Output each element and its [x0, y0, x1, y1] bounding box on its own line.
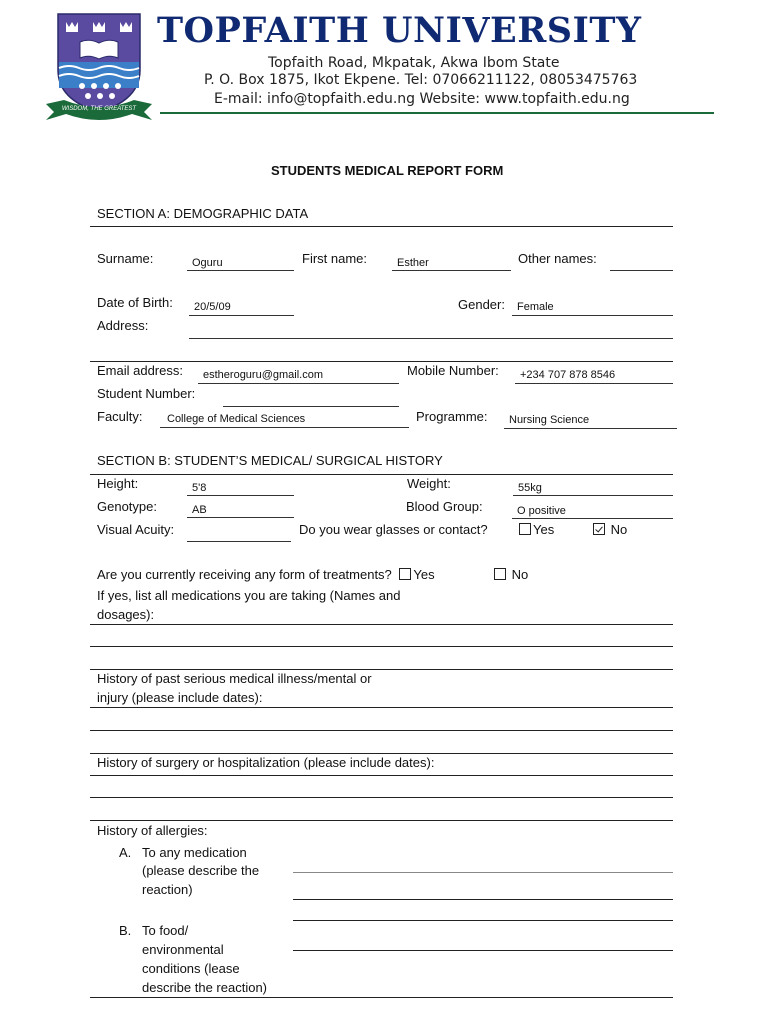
surgery-line-1[interactable]	[90, 775, 673, 776]
surname-underline	[187, 270, 294, 271]
surgery-label: History of surgery or hospitalization (please include dates):	[97, 755, 435, 770]
email-underline	[198, 383, 399, 384]
allergy-a-answer-line-2[interactable]	[293, 899, 673, 900]
firstname-field[interactable]: Esther	[397, 257, 429, 269]
allergy-a-letter: A.	[119, 845, 132, 860]
gender-underline	[512, 315, 673, 316]
allergy-b-answer-line-2[interactable]	[90, 997, 673, 998]
illness-line-1[interactable]	[90, 707, 673, 708]
programme-label: Programme:	[416, 409, 488, 424]
allergy-b-answer-line-1[interactable]	[293, 950, 673, 951]
student-number-label: Student Number:	[97, 386, 196, 401]
address-rule	[90, 361, 673, 362]
section-b-heading: SECTION B: STUDENT’S MEDICAL/ SURGICAL HISTORY	[97, 453, 443, 468]
allergy-b-line2: environmental	[142, 942, 224, 957]
surgery-line-2[interactable]	[90, 797, 673, 798]
height-label: Height:	[97, 476, 139, 491]
illness-label-line1: History of past serious medical illness/mental or	[97, 671, 372, 686]
address-label: Address:	[97, 318, 149, 333]
allergy-a-line1: To any medication	[142, 845, 247, 860]
dob-label: Date of Birth:	[97, 295, 173, 310]
address-underline	[189, 338, 673, 339]
glasses-no-checkbox[interactable]	[593, 523, 605, 535]
medications-label-line1: If yes, list all medications you are taking (Names and	[97, 588, 401, 603]
treatment-no-label: No	[511, 567, 529, 582]
othernames-underline	[610, 270, 673, 271]
height-field[interactable]: 5'8	[192, 482, 207, 494]
surgery-line-3[interactable]	[90, 820, 673, 821]
section-a-rule	[90, 226, 673, 227]
treatment-yes-checkbox[interactable]	[399, 568, 411, 580]
programme-field[interactable]: Nursing Science	[509, 414, 590, 426]
genotype-underline	[187, 517, 294, 518]
allergy-b-line3: conditions (lease	[142, 961, 240, 976]
glasses-yes-checkbox[interactable]	[519, 523, 531, 535]
surname-label: Surname:	[97, 251, 154, 266]
treatment-question	[97, 567, 435, 582]
section-b-rule	[90, 474, 673, 475]
weight-field[interactable]: 55kg	[518, 482, 542, 494]
university-po-box: P. O. Box 1875, Ikot Ekpene. Tel: 07066211122, 08053475763	[204, 72, 638, 88]
allergy-a-answer-line-3[interactable]	[293, 920, 673, 921]
surname-field[interactable]: Oguru	[192, 257, 223, 269]
student-number-underline	[223, 406, 399, 407]
faculty-label: Faculty:	[97, 409, 143, 424]
illness-line-3[interactable]	[90, 753, 673, 754]
university-address: Topfaith Road, Mkpatak, Akwa Ibom State	[268, 55, 560, 71]
glasses-question: Do you wear glasses or contact?	[299, 522, 488, 537]
motto: WISDOM, THE GREATEST	[61, 106, 137, 112]
mobile-label: Mobile Number:	[407, 363, 499, 378]
genotype-field[interactable]: AB	[192, 504, 207, 516]
illness-line-2[interactable]	[90, 730, 673, 731]
genotype-label: Genotype:	[97, 499, 157, 514]
section-a-heading: SECTION A: DEMOGRAPHIC DATA	[97, 206, 309, 221]
treatment-question-text: Are you currently receiving any form of treatments?	[97, 567, 392, 582]
mobile-field[interactable]: +234 707 878 8546	[520, 369, 616, 381]
blood-group-underline	[512, 518, 673, 519]
university-contact: E-mail: info@topfaith.edu.ng Website: www.topfaith.edu.ng	[214, 91, 630, 107]
weight-label: Weight:	[407, 476, 451, 491]
dob-underline	[189, 315, 294, 316]
treatment-yes-label: Yes	[413, 567, 435, 582]
glasses-yes-label: Yes	[533, 522, 555, 537]
medications-line-1[interactable]	[90, 624, 673, 625]
weight-underline	[513, 495, 673, 496]
gender-field[interactable]: Female	[517, 301, 554, 313]
medications-line-2[interactable]	[90, 646, 673, 647]
othernames-label: Other names:	[518, 251, 597, 266]
gender-label: Gender:	[458, 297, 505, 312]
header-rule	[160, 112, 714, 114]
email-label: Email address:	[97, 363, 183, 378]
mobile-underline	[515, 383, 673, 384]
firstname-label: First name:	[302, 251, 368, 266]
blood-group-field[interactable]: O positive	[517, 505, 566, 517]
allergy-b-line1: To food/	[142, 923, 189, 938]
medications-label-line2: dosages):	[97, 607, 155, 622]
visual-acuity-label: Visual Acuity:	[97, 522, 175, 537]
allergy-a-line2: (please describe the	[142, 863, 260, 878]
medications-line-3[interactable]	[90, 669, 673, 670]
illness-label-line2: injury (please include dates):	[97, 690, 263, 705]
visual-acuity-underline	[187, 541, 291, 542]
programme-underline	[504, 428, 677, 429]
glasses-yes-option[interactable]	[519, 522, 554, 537]
treatment-no-option[interactable]	[494, 567, 528, 582]
allergy-b-line4: describe the reaction)	[142, 980, 268, 995]
allergy-a-answer-line-1[interactable]	[293, 872, 673, 873]
glasses-no-option[interactable]	[593, 522, 627, 537]
treatment-no-checkbox[interactable]	[494, 568, 506, 580]
glasses-no-label: No	[610, 522, 628, 537]
faculty-underline	[160, 427, 409, 428]
firstname-underline	[392, 270, 511, 271]
allergies-label: History of allergies:	[97, 823, 208, 838]
height-underline	[187, 495, 294, 496]
blood-group-label: Blood Group:	[406, 499, 483, 514]
allergy-b-letter: B.	[119, 923, 132, 938]
university-name: TOPFAITH UNIVERSITY	[157, 10, 642, 51]
allergy-a-line3: reaction)	[142, 882, 193, 897]
form-title: STUDENTS MEDICAL REPORT FORM	[271, 163, 504, 178]
faculty-field[interactable]: College of Medical Sciences	[167, 413, 306, 425]
dob-field[interactable]: 20/5/09	[194, 301, 231, 313]
email-field[interactable]: estheroguru@gmail.com	[203, 369, 323, 381]
